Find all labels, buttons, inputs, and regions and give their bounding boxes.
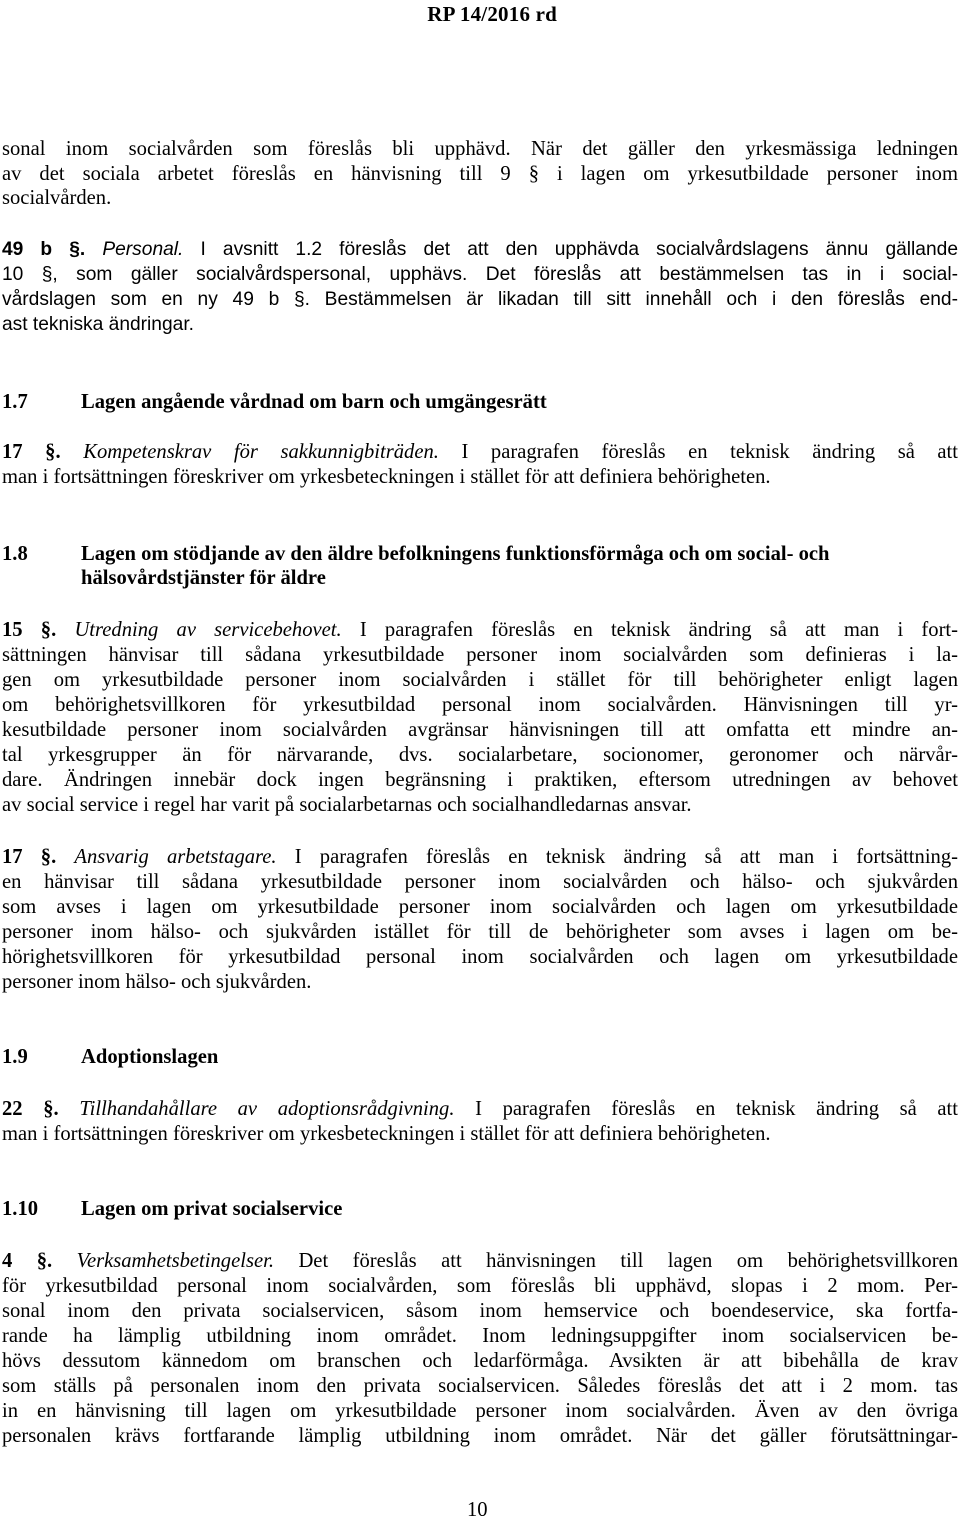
text-run: I paragrafen föreslås en teknisk ändring så att man i fort- <box>359 619 959 641</box>
section-number: 17 §. <box>2 441 61 463</box>
section-heading-1-8 <box>2 542 830 567</box>
text-line: in en hänvisning till lagen om yrkesutbildade personer inom socialvården. Även av den övriga <box>2 1400 958 1422</box>
heading-title: Lagen om stödjande av den äldre befolkningens funktionsförmåga och om social- och <box>81 543 830 565</box>
section-number: 22 §. <box>2 1098 59 1120</box>
text-line: av social service i regel har varit på socialarbetarnas och socialhandledarnas ansvar. <box>2 794 692 816</box>
text-line: kesutbildade personer inom socialvården avgränsar hänvisningen till att omfatta ett mindre an- <box>2 719 958 741</box>
text-run: Det föreslås att hänvisningen till lagen om behörighetsvillkoren <box>298 1250 958 1272</box>
section-paragraph-22 <box>2 1097 958 1122</box>
text-line: personer inom hälso- och sjukvården. <box>2 971 312 993</box>
text-line: vårdslagen som en ny 49 b §. Bestämmelsen är likadan till sitt innehåll och i den föreslås end- <box>2 289 958 310</box>
section-title: Verksamhetsbetingelser. <box>76 1250 274 1272</box>
text-run: I paragrafen föreslås en teknisk ändring så att man i fortsättning- <box>294 846 958 868</box>
text-line: som ställs på personalen inom den privata socialservicen. Således föreslås det att i 2 mom. tas <box>2 1375 958 1397</box>
text-line: gen om yrkesutbildade personer inom socialvården i stället för till behörigheter enligt lagen <box>2 669 958 691</box>
text-line: hörighetsvillkoren för yrkesutbildad personal inom socialvården och lagen om yrkesutbildade <box>2 946 958 968</box>
section-title: Utredning av servicebehovet. <box>74 619 342 641</box>
page-number: 10 <box>467 1499 488 1521</box>
heading-title-continued: hälsovårdstjänster för äldre <box>81 567 326 589</box>
text-line: 10 §, som gäller socialvårdspersonal, upphävs. Det föreslås att bestämmelsen tas in i social- <box>2 264 958 285</box>
section-number: 4 §. <box>2 1250 53 1272</box>
text-line: ast tekniska ändringar. <box>2 314 194 335</box>
section-number: 17 §. <box>2 846 57 868</box>
heading-title: Adoptionslagen <box>81 1046 219 1068</box>
text-line: dare. Ändringen innebär dock ingen begränsning i praktiken, eftersom utredningen av behovet <box>2 769 958 791</box>
section-title: Tillhandahållare av adoptionsrådgivning. <box>79 1098 455 1120</box>
heading-number: 1.7 <box>2 391 28 413</box>
text-line: hövs dessutom kännedom om branschen och ledarförmåga. Avsikten är att bibehålla de krav <box>2 1350 958 1372</box>
text-line: man i fortsättningen föreskriver om yrkesbeteckningen i stället för att definiera behörigheten. <box>2 466 771 488</box>
section-title: Ansvarig arbetstagare. <box>74 846 277 868</box>
section-paragraph-15 <box>2 618 958 643</box>
text-line: rande ha lämplig utbildning inom området. Inom ledningsuppgifter inom socialservicen be- <box>2 1325 958 1347</box>
text-line: socialvården. <box>2 187 112 209</box>
heading-number: 1.9 <box>2 1046 28 1068</box>
text-line: av det sociala arbetet föreslås en hänvisning till 9 § i lagen om yrkesutbildade personer inom <box>2 163 958 185</box>
text-line: man i fortsättningen föreskriver om yrkesbeteckningen i stället för att definiera behörigheten. <box>2 1123 771 1145</box>
section-number: 49 b §. <box>2 239 86 260</box>
text-line: om behörighetsvillkoren för yrkesutbildad personal inom socialvården. Hänvisningen till yr- <box>2 694 958 716</box>
section-heading-1-9 <box>2 1045 218 1070</box>
section-paragraph-4 <box>2 1249 958 1274</box>
text-line: sonal inom socialvården som föreslås bli upphävd. När det gäller den yrkesmässiga ledningen <box>2 138 958 160</box>
section-paragraph-49b <box>2 237 958 262</box>
section-title: Kompetenskrav för sakkunnigbiträden. <box>83 441 439 463</box>
text-line: tal yrkesgrupper än för närvarande, dvs. socialarbetare, socionomer, geronomer och närvår- <box>2 744 958 766</box>
text-line: sättningen hänvisar till sådana yrkesutbildade personer inom socialvården som definieras i la- <box>2 644 958 666</box>
heading-number: 1.10 <box>2 1198 39 1220</box>
heading-title: Lagen om privat socialservice <box>81 1198 343 1220</box>
text-line: personer inom hälso- och sjukvården istället för till de behörigheter som avses i lagen om be- <box>2 921 958 943</box>
heading-title: Lagen angående vårdnad om barn och umgängesrätt <box>81 391 547 413</box>
text-line: personalen krävs fortfarande lämplig utbildning inom området. När det gäller förutsättningar- <box>2 1425 958 1447</box>
section-paragraph-17b <box>2 845 958 870</box>
document-reference: RP 14/2016 rd <box>427 2 557 26</box>
heading-number: 1.8 <box>2 543 28 565</box>
text-line: sonal inom den privata socialservicen, såsom inom hemservice och boendeservice, ska fortfa- <box>2 1300 958 1322</box>
section-title: Personal. <box>102 239 184 260</box>
section-paragraph-17 <box>2 440 958 465</box>
text-run: I paragrafen föreslås en teknisk ändring så att <box>475 1098 959 1120</box>
text-line: en hänvisar till sådana yrkesutbildade personer inom socialvården och hälso- och sjukvården <box>2 871 958 893</box>
section-heading-1-7 <box>2 390 547 415</box>
text-line: som avses i lagen om yrkesutbildade personer inom socialvården och lagen om yrkesutbildade <box>2 896 958 918</box>
text-run: I paragrafen föreslås en teknisk ändring så att <box>461 441 959 463</box>
text-line: för yrkesutbildad personal inom socialvården, som föreslås bli upphävd, slopas i 2 mom. Per- <box>2 1275 958 1297</box>
text-run: I avsnitt 1.2 föreslås det att den upphävda socialvårdslagens ännu gällande <box>200 239 958 260</box>
section-heading-1-10 <box>2 1197 342 1222</box>
section-number: 15 §. <box>2 619 57 641</box>
